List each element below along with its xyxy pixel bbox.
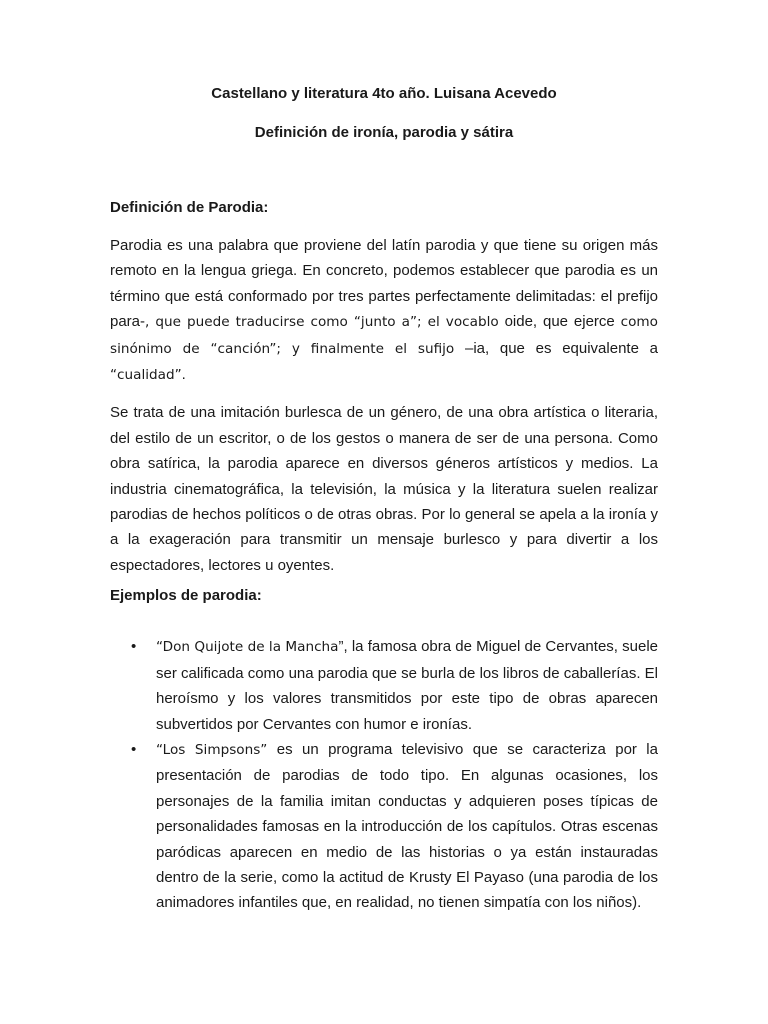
paragraph-text: . (181, 366, 186, 384)
section-heading-ejemplos: Ejemplos de parodia: (110, 587, 262, 605)
examples-list (110, 634, 658, 915)
document-page (110, 84, 658, 916)
paragraph-parodia-definition: Se trata de una imitación burlesca de un género, de una obra artística o literaria, del estilo de un escritor, o de los gestos o manera de ser de una persona. Como obra satírica, la parodia aparece en diversos géneros artísticos y medios. La industria cinematográfica, la televisión, la música y la literatura suelen realizar parodias de hechos políticos o de otras obras. Por lo general se apela a la ironía y a la exageración para transmitir un mensaje burlesco y para divertir a los espectadores, lectores u oyentes. (110, 404, 658, 574)
paragraph-text: Parodia es una palabra que proviene del latín parodia y que tiene su origen más remoto en la lengua griega. En concreto, podemos establecer que parodia es un término que está conformado por tres partes perfectamente delimitadas: el prefijo para- (110, 237, 658, 331)
list-item (110, 737, 658, 916)
bullet-icon: • (131, 740, 137, 758)
document-title: Castellano y literatura 4to año. Luisana Acevedo (211, 85, 557, 102)
paragraph-parodia-etymology (110, 233, 658, 388)
document-subtitle: Definición de ironía, parodia y sátira (254, 124, 514, 141)
paragraph-text: oide, que ejerce (498, 313, 621, 331)
paragraph-text: , que puede traducirse como “junto a”; el vocablo (145, 314, 499, 331)
list-item-text: “Don Quijote de la (156, 639, 282, 656)
list-item-text: ”, la famosa obra de Miguel de Cervantes, suele ser calificada como una parodia que se burla de los libros de caballerías. El heroísmo y los valores transmitidos por este tipo de obras aparecen subvertidos por Cervantes con humor e ironías. (156, 638, 658, 733)
paragraph-text: como sinónimo de “canción”; y finalmente el sufijo (110, 314, 658, 357)
list-item-text: Mancha (281, 639, 339, 656)
list-item-text: es un programa televisivo que se caracteriza por la presentación de parodias de todo tipo. En algunas ocasiones, los personajes de la familia imitan conductas y adquieren poses típicas de personalidades famosas en la introducción de los capítulos. Otras escenas paródicas aparecen en medio de las historias o ya están instauradas dentro de la serie, como la actitud de Krusty El Payaso (una parodia de los animadores infantiles que, en realidad, no tienen simpatía con los niños). (156, 740, 658, 912)
paragraph-text: –ia, que es equivalente a (454, 339, 658, 357)
section-heading-parodia: Definición de Parodia: (110, 199, 269, 216)
bullet-icon: • (131, 638, 137, 656)
list-item (110, 634, 658, 737)
list-item-text: “Los Simpsons” (156, 741, 268, 758)
paragraph-text: “cualidad” (110, 367, 182, 384)
